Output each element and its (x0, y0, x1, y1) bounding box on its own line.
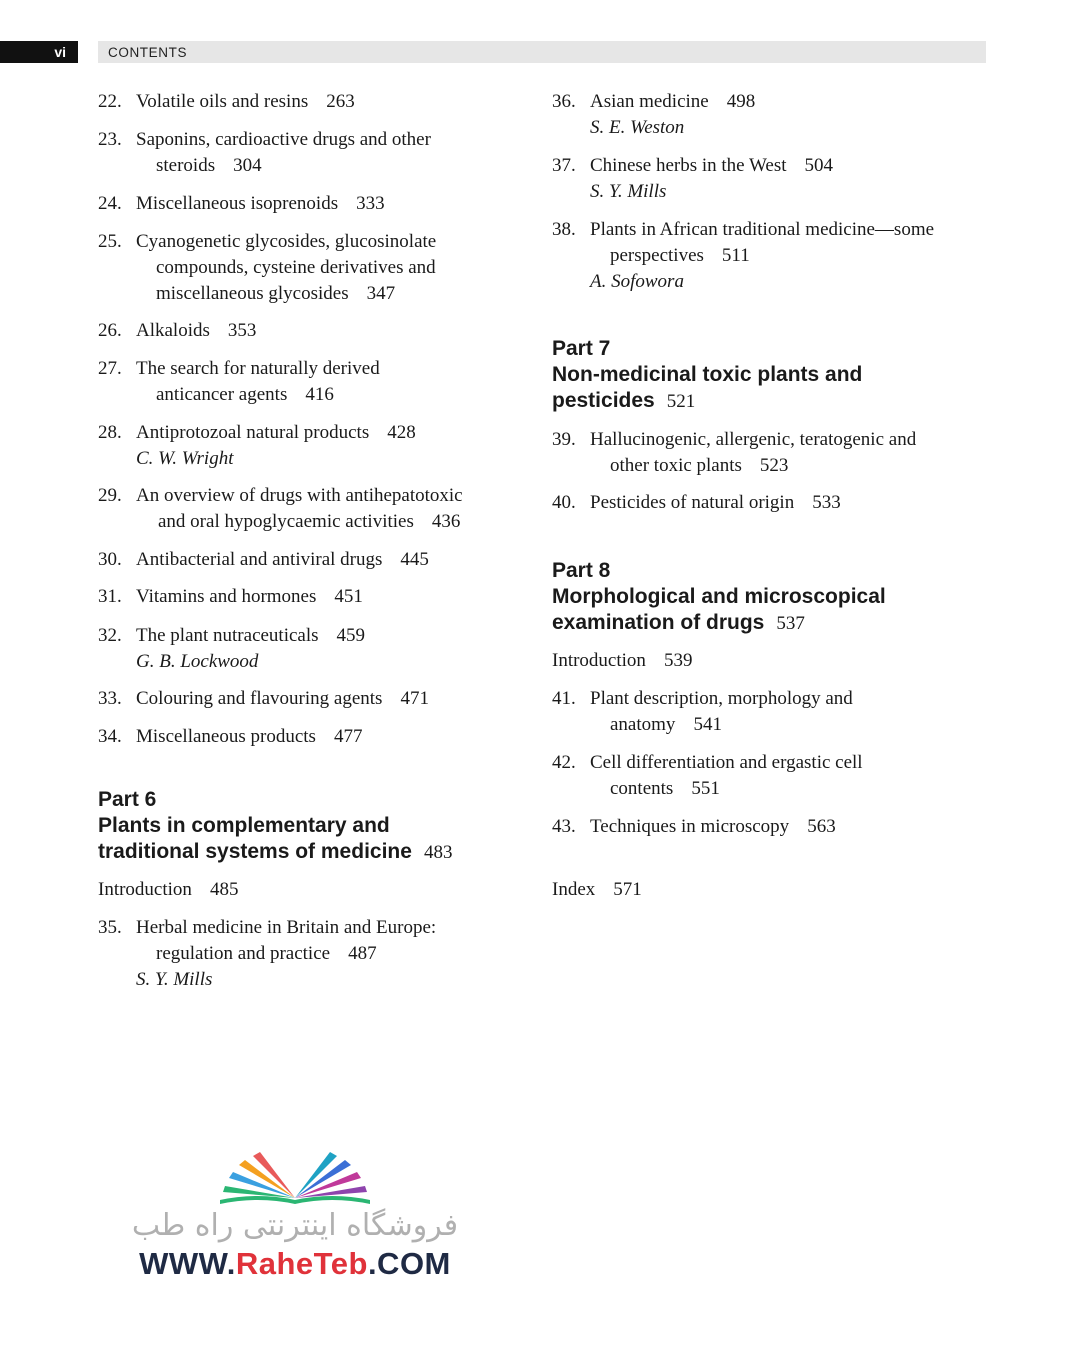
toc-entry-34[interactable] (98, 724, 518, 750)
toc-entry-28[interactable] (98, 420, 518, 472)
part-8-heading[interactable] (552, 558, 992, 637)
watermark-logo (130, 1150, 460, 1290)
page-ref: 498 (726, 91, 756, 112)
chapter-title: Herbal medicine in Britain and Europe: (136, 917, 437, 938)
chapter-number: 38. (552, 219, 576, 240)
toc-entry-24[interactable] (98, 191, 518, 217)
chapter-number: 24. (98, 193, 122, 214)
toc-entry-25[interactable] (98, 229, 518, 307)
chapter-number: 26. (98, 320, 122, 341)
section-title: Introduction (552, 650, 646, 671)
chapter-number: 30. (98, 549, 122, 570)
page-ref: 459 (336, 625, 366, 646)
chapter-title-cont: anticancer agents (156, 384, 288, 405)
toc-entry-27[interactable] (98, 356, 518, 408)
toc-entry-35[interactable] (98, 915, 518, 993)
chapter-number: 37. (552, 155, 576, 176)
page-ref: 445 (400, 549, 429, 570)
chapter-number: 39. (552, 429, 576, 450)
toc-entry-introduction-part6[interactable] (98, 877, 518, 903)
chapter-number: 34. (98, 726, 122, 747)
chapter-title: Volatile oils and resins (136, 91, 309, 112)
chapter-title-cont: miscellaneous glycosides (156, 283, 349, 304)
toc-entry-30[interactable] (98, 547, 518, 573)
part-title-cont: traditional systems of medicine (98, 840, 412, 863)
chapter-title: Antiprotozoal natural products (136, 422, 370, 443)
chapter-title-cont: and oral hypoglycaemic activities (158, 511, 414, 532)
page-number: vi (0, 41, 78, 63)
chapter-number: 22. (98, 91, 122, 112)
part-label: Part 8 (552, 559, 611, 582)
chapter-title: Miscellaneous products (136, 726, 316, 747)
page-ref: 487 (348, 943, 377, 964)
toc-entry-index[interactable] (552, 877, 992, 903)
chapter-author: S. Y. Mills (590, 181, 667, 202)
page-ref: 333 (356, 193, 385, 214)
toc-entry-32[interactable] (98, 623, 518, 675)
part-title-cont: examination of drugs (552, 611, 765, 634)
section-title: Index (552, 879, 596, 900)
toc-entry-26[interactable] (98, 318, 518, 344)
page-ref: 541 (693, 714, 722, 735)
toc-entry-39[interactable] (552, 427, 992, 479)
chapter-title: Cell differentiation and ergastic cell (590, 752, 863, 773)
page-ref: 539 (663, 650, 693, 671)
toc-entry-38[interactable] (552, 217, 992, 295)
url-brand: RaheTeb (235, 1246, 368, 1281)
page-ref: 353 (227, 320, 257, 341)
toc-entry-40[interactable] (552, 490, 992, 516)
chapter-number: 23. (98, 129, 122, 150)
chapter-title: The plant nutraceuticals (136, 625, 319, 646)
url-suffix: .COM (367, 1246, 451, 1281)
chapter-number: 41. (552, 688, 576, 709)
chapter-author: S. E. Weston (590, 117, 685, 138)
toc-entry-31[interactable] (98, 584, 518, 610)
page-ref: 523 (759, 455, 789, 476)
page-ref: 533 (812, 492, 841, 513)
page-ref: 521 (666, 391, 696, 412)
book-fan-icon (130, 1150, 460, 1210)
chapter-title: Alkaloids (136, 320, 210, 341)
page-ref: 511 (721, 245, 750, 266)
chapter-title-cont: anatomy (610, 714, 676, 735)
chapter-number: 36. (552, 91, 576, 112)
chapter-author: G. B. Lockwood (136, 651, 259, 672)
chapter-title: Miscellaneous isoprenoids (136, 193, 339, 214)
chapter-title: Plants in African traditional medicine—some (590, 219, 935, 240)
toc-entry-37[interactable] (552, 153, 992, 205)
page-ref: 537 (776, 613, 805, 634)
part-label: Part 6 (98, 788, 157, 811)
chapter-author: A. Sofowora (590, 271, 684, 292)
page-ref: 504 (804, 155, 834, 176)
page-ref: 451 (334, 586, 363, 607)
chapter-number: 40. (552, 492, 576, 513)
chapter-title: Chinese herbs in the West (590, 155, 787, 176)
chapter-title: Techniques in microscopy (590, 816, 790, 837)
toc-entry-introduction-part8[interactable] (552, 648, 992, 674)
watermark-persian-text: فروشگاه اینترنتی راه طب (131, 1208, 459, 1243)
chapter-title-cont: compounds, cysteine derivatives and (156, 257, 436, 278)
chapter-title: An overview of drugs with antihepatotoxic (136, 485, 463, 506)
part-label: Part 7 (552, 337, 611, 360)
page-ref: 483 (423, 842, 453, 863)
toc-entry-33[interactable] (98, 686, 518, 712)
chapter-number: 27. (98, 358, 122, 379)
chapter-number: 29. (98, 485, 122, 506)
chapter-number: 31. (98, 586, 122, 607)
chapter-number: 35. (98, 917, 122, 938)
chapter-title: Hallucinogenic, allergenic, teratogenic and (590, 429, 917, 450)
page-ref: 551 (691, 778, 720, 799)
page-ref: 347 (366, 283, 396, 304)
chapter-title: Asian medicine (590, 91, 709, 112)
chapter-title-cont: contents (610, 778, 674, 799)
chapter-number: 42. (552, 752, 576, 773)
toc-entry-43[interactable] (552, 814, 992, 840)
part-title: Plants in complementary and (98, 814, 390, 837)
chapter-title: Antibacterial and antiviral drugs (136, 549, 383, 570)
watermark-url (130, 1246, 460, 1282)
part-title-cont: pesticides (552, 389, 655, 412)
page-header (0, 41, 986, 63)
toc-entry-23[interactable] (98, 127, 518, 179)
part-7-heading[interactable] (552, 336, 992, 415)
page-ref: 436 (431, 511, 461, 532)
page-ref: 471 (400, 688, 429, 709)
part-title: Morphological and microscopical (552, 585, 886, 608)
chapter-number: 25. (98, 231, 122, 252)
page-ref: 571 (613, 879, 642, 900)
chapter-title: Cyanogenetic glycosides, glucosinolate (136, 231, 437, 252)
chapter-title: Colouring and flavouring agents (136, 688, 383, 709)
running-head: CONTENTS (98, 41, 986, 63)
toc-entry-36[interactable] (552, 89, 992, 141)
chapter-title: Pesticides of natural origin (590, 492, 795, 513)
page-ref: 263 (326, 91, 355, 112)
page-ref: 477 (333, 726, 363, 747)
chapter-title: Saponins, cardioactive drugs and other (136, 129, 431, 150)
chapter-title-cont: perspectives (610, 245, 704, 266)
page-ref: 563 (807, 816, 836, 837)
part-title: Non-medicinal toxic plants and (552, 363, 863, 386)
page-ref: 416 (305, 384, 334, 405)
page-ref: 304 (233, 155, 262, 176)
chapter-title: Plant description, morphology and (590, 688, 853, 709)
chapter-number: 28. (98, 422, 122, 443)
chapter-title: Vitamins and hormones (136, 586, 317, 607)
toc-entry-29[interactable] (98, 483, 518, 535)
page-ref: 428 (387, 422, 416, 443)
page-ref: 485 (209, 879, 239, 900)
toc-entry-41[interactable] (552, 686, 992, 738)
chapter-title-cont: steroids (156, 155, 216, 176)
url-prefix: WWW. (139, 1246, 236, 1281)
chapter-title-cont: other toxic plants (610, 455, 742, 476)
toc-entry-22[interactable] (98, 89, 518, 115)
chapter-author: C. W. Wright (136, 448, 234, 469)
chapter-number: 32. (98, 625, 122, 646)
chapter-author: S. Y. Mills (136, 969, 213, 990)
chapter-number: 33. (98, 688, 122, 709)
chapter-title: The search for naturally derived (136, 358, 380, 379)
chapter-title-cont: regulation and practice (156, 943, 331, 964)
section-title: Introduction (98, 879, 192, 900)
toc-entry-42[interactable] (552, 750, 992, 802)
chapter-number: 43. (552, 816, 576, 837)
part-6-heading[interactable] (98, 787, 518, 866)
